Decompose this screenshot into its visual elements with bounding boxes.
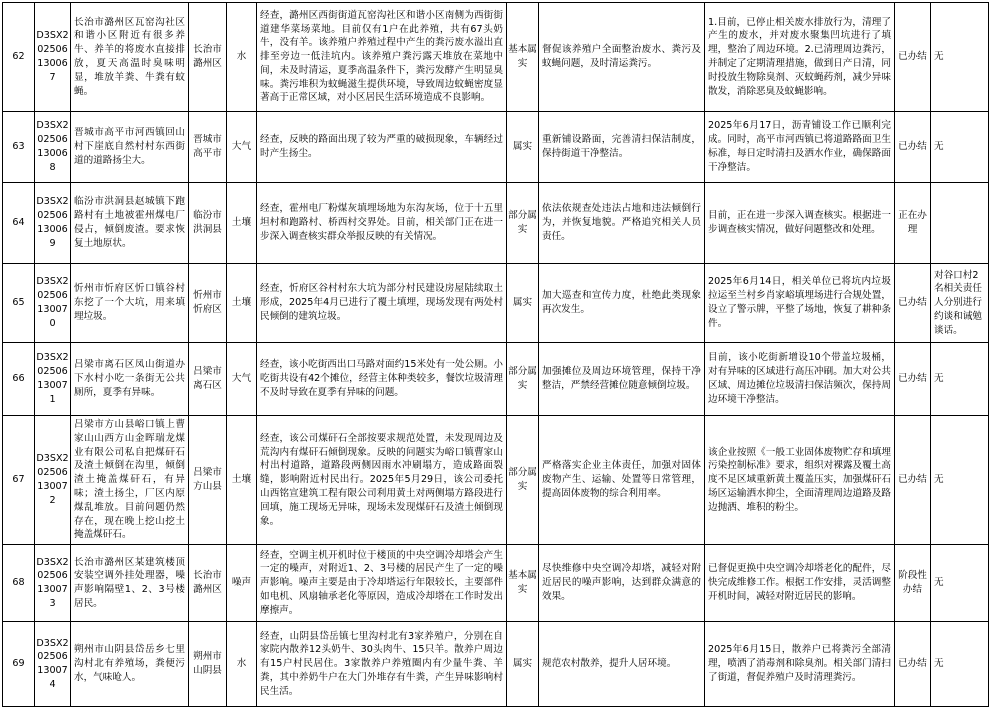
complaint-description: 吕梁市离石区凤山街道办下水村小吃一条街无公共厕所，夏季有异味。: [71, 343, 189, 416]
accountability: 无: [931, 622, 989, 707]
case-code: D3SX202506130067: [35, 3, 71, 112]
row-number: 62: [3, 3, 35, 112]
pollution-type: 水: [227, 3, 257, 112]
accountability: 无: [931, 112, 989, 183]
investigation-finding: 经查，空调主机开机时位于楼顶的中央空调冷却塔会产生一定的噪声，对附近1、2、3号楼的居民产生了一定的噪声影响。噪声主要是由于冷却塔运行年限较长，主要部件如电机、风扇轴承老化等原因，造成冷却塔在工作时发出摩擦声。: [257, 545, 507, 622]
row-number: 66: [3, 343, 35, 416]
pollution-type: 水: [227, 622, 257, 707]
case-code: D3SX202506130073: [35, 545, 71, 622]
verdict: 基本属实: [507, 3, 539, 112]
complaint-description: 吕梁市方山县峪口镇上曹家山山西方山金晖瑞龙煤业有限公司私自把煤矸石及渣土倾倒在沟里，倾倒渣土掩盖煤矸石，有异味；渣土扬尘，厂区内原煤乱堆放。目前问题仍然存在，现在晚上挖山挖土掩盖煤矸石。: [71, 416, 189, 545]
table-row: [3, 545, 989, 622]
handling-requirement: 规范农村散养，提升人居环境。: [539, 622, 705, 707]
status: 已办结: [895, 416, 931, 545]
status: 阶段性办结: [895, 545, 931, 622]
table-row: [3, 264, 989, 343]
region: 忻州市忻府区: [189, 264, 227, 343]
investigation-finding: 经查，该公司煤矸石全部按要求规范处置，未发现周边及荒沟内有煤矸石倾倒现象。反映的问题实为峪口镇曹家山村出村道路，道路段两侧因雨水冲刷塌方，造成路面裂缝，影响附近村民出行。2025年5月29日，该公司委托山西铭宣建筑工程有限公司利用黄土对两侧塌方路段进行回填，施工现场无异味，现场未发现煤矸石及渣土倾倒现象。: [257, 416, 507, 545]
handling-result: 该企业按照《一般工业固体废物贮存和填埋污染控制标准》要求，组织对裸露及覆土高度不足区域重新黄土覆盖压实，加强煤矸石场区运输洒水抑尘，全面清理周边道路及路边抛洒、堆积的粉尘。: [705, 416, 895, 545]
table-row: [3, 622, 989, 707]
verdict: 基本属实: [507, 545, 539, 622]
verdict: 部分属实: [507, 183, 539, 264]
accountability: 无: [931, 343, 989, 416]
handling-requirement: 重新铺设路面，完善清扫保洁制度，保持街道干净整洁。: [539, 112, 705, 183]
complaint-description: 临汾市洪洞县赵城镇下跑路村有土地被霍州煤电厂侵占，倾倒废渣。要求恢复土地原状。: [71, 183, 189, 264]
handling-requirement: 依法依规查处违法占地和违法倾倒行为，并恢复地貌。严格追究相关人员责任。: [539, 183, 705, 264]
region: 长治市潞州区: [189, 3, 227, 112]
handling-requirement: 严格落实企业主体责任，加强对固体废物产生、运输、处置等日常管理，提高固体废物的综合利用率。: [539, 416, 705, 545]
complaint-description: 长治市潞州区瓦窑沟社区和谐小区附近有很多养牛、养羊的将废水直接排放，夏天高温时臭味明显，堆放羊粪、牛粪有蚊蝇。: [71, 3, 189, 112]
complaint-table: [2, 2, 989, 707]
row-number: 65: [3, 264, 35, 343]
table-row: [3, 3, 989, 112]
table-row: [3, 112, 989, 183]
table-row: [3, 416, 989, 545]
handling-result: 已督促更换中央空调冷却塔老化的配件，尽快完成维修工作。根据工作安排，灵活调整开机时间，减轻对附近居民的影响。: [705, 545, 895, 622]
status: 已办结: [895, 3, 931, 112]
pollution-type: 大气: [227, 112, 257, 183]
complaint-table-page: [2, 2, 988, 707]
table-body: [3, 3, 989, 707]
accountability: [931, 183, 989, 264]
handling-requirement: 尽快维修中央空调冷却塔，减轻对附近居民的噪声影响，达到群众满意的效果。: [539, 545, 705, 622]
pollution-type: 土壤: [227, 183, 257, 264]
investigation-finding: 经查，山阴县岱岳镇七里沟村北有3家养殖户，分别在自家院内散养12头奶牛、30头肉牛、15只羊。散养户周边有15户村民居住。3家散养户养殖圈内有少量牛粪、羊粪，其中养奶牛户在大门外堆存有牛粪，产生异味影响村民生活。: [257, 622, 507, 707]
handling-result: 1.目前，已停止相关废水排放行为，清理了产生的废水，并对废水聚集凹坑进行了填埋，整治了周边环境。2.已清理周边粪污，并制定了定期清理措施，做到日产日清，同时投放生物除臭剂、灭蚊蝇药剂，减少异味散发，消除恶臭及蚊蝇影响。: [705, 3, 895, 112]
case-code: D3SX202506130068: [35, 112, 71, 183]
row-number: 69: [3, 622, 35, 707]
row-number: 67: [3, 416, 35, 545]
status: 已办结: [895, 264, 931, 343]
region: 吕梁市离石区: [189, 343, 227, 416]
complaint-description: 长治市潞州区某建筑楼顶安装空调外挂处理器，噪声影响隔壁1、2、3号楼居民。: [71, 545, 189, 622]
pollution-type: 大气: [227, 343, 257, 416]
region: 临汾市洪洞县: [189, 183, 227, 264]
case-code: D3SX202506130069: [35, 183, 71, 264]
status: 已办结: [895, 112, 931, 183]
accountability: 无: [931, 416, 989, 545]
handling-result: 2025年6月14日，相关单位已将坑内垃圾拉运至兰村乡肖家峪填埋场进行合规处置，设立了警示牌，平整了场地，恢复了耕种条件。: [705, 264, 895, 343]
investigation-finding: 经查，潞州区西街街道瓦窑沟社区和谐小区南侧为西街街道建华菜场菜地。目前仅有1户在此养殖，共有67头奶牛，没有羊。该养殖户养殖过程中产生的粪污废水溢出直排至旁边一低洼坑内。该养殖户粪污露天堆放在菜地中间，未及时清运，夏季高温条件下，粪污发酵产生明显臭味。粪污堆积为蚊蝇滋生提供环境，导致周边蚊蝇密度显著高于正常区域，对小区居民生活环境造成不良影响。: [257, 3, 507, 112]
status: 已办结: [895, 343, 931, 416]
investigation-finding: 经查，忻府区谷村村东大坑为部分村民建设房屋陆续取土形成，2025年4月已进行了覆土填埋，现场发现有两处村民倾倒的建筑垃圾。: [257, 264, 507, 343]
handling-result: 2025年6月17日，沥青铺设工作已顺利完成。同时，高平市河西镇已将道路路面卫生标准，每日定时清扫及洒水作业，确保路面干净整洁。: [705, 112, 895, 183]
handling-result: 目前，正在进一步深入调查核实。根据进一步调查核实情况，做好问题整改和处理。: [705, 183, 895, 264]
row-number: 63: [3, 112, 35, 183]
status: 已办结: [895, 622, 931, 707]
handling-result: 目前，该小吃街新增设10个带盖垃圾桶，对有异味的区域进行高压冲刷。加大对公共区域、周边摊位垃圾清扫保洁频次，保持周边环境干净整洁。: [705, 343, 895, 416]
row-number: 68: [3, 545, 35, 622]
pollution-type: 土壤: [227, 264, 257, 343]
row-number: 64: [3, 183, 35, 264]
region: 朔州市山阴县: [189, 622, 227, 707]
handling-requirement: 加强摊位及周边环境管理，保持干净整洁，严禁经营摊位随意倾倒垃圾。: [539, 343, 705, 416]
case-code: D3SX202506130070: [35, 264, 71, 343]
verdict: 部分属实: [507, 416, 539, 545]
complaint-description: 朔州市山阴县岱岳乡七里沟村北有养殖场，粪便污水，气味呛人。: [71, 622, 189, 707]
verdict: 属实: [507, 264, 539, 343]
complaint-description: 忻州市忻府区忻口镇谷村东挖了一个大坑，用来填埋垃圾。: [71, 264, 189, 343]
handling-requirement: 督促该养殖户全面整治废水、粪污及蚊蝇问题，及时清运粪污。: [539, 3, 705, 112]
case-code: D3SX202506130074: [35, 622, 71, 707]
complaint-description: 晋城市高平市河西镇回山村下崖底自然村村东西街道的道路扬尘大。: [71, 112, 189, 183]
table-row: [3, 183, 989, 264]
investigation-finding: 经查，该小吃街西出口马路对面约15米处有一处公厕。小吃街共设有42个摊位，经营主体种类较多，餐饮垃圾清理不及时导致在夏季有异味的问题。: [257, 343, 507, 416]
pollution-type: 噪声: [227, 545, 257, 622]
region: 吕梁市方山县: [189, 416, 227, 545]
region: 晋城市高平市: [189, 112, 227, 183]
case-code: D3SX202506130071: [35, 343, 71, 416]
verdict: 属实: [507, 112, 539, 183]
verdict: 属实: [507, 622, 539, 707]
case-code: D3SX202506130072: [35, 416, 71, 545]
handling-requirement: 加大巡查和宣传力度，杜绝此类现象再次发生。: [539, 264, 705, 343]
region: 长治市潞州区: [189, 545, 227, 622]
investigation-finding: 经查，反映的路面出现了较为严重的破损现象，车辆经过时产生扬尘。: [257, 112, 507, 183]
accountability: 无: [931, 545, 989, 622]
accountability: 对谷口村2名相关责任人分别进行约谈和诫勉谈话。: [931, 264, 989, 343]
status: 正在办理: [895, 183, 931, 264]
investigation-finding: 经查，霍州电厂粉煤灰填埋场地为东沟灰场，位于十五里坦村和跑路村、桥西村交界处。目前，相关部门正在进一步深入调查核实群众举报反映的有关情况。: [257, 183, 507, 264]
accountability: 无: [931, 3, 989, 112]
verdict: 部分属实: [507, 343, 539, 416]
pollution-type: 土壤: [227, 416, 257, 545]
table-row: [3, 343, 989, 416]
handling-result: 2025年6月15日，散养户已将粪污全部清理，喷洒了消毒剂和除臭剂。相关部门清扫了街道，督促养殖户及时清理粪污。: [705, 622, 895, 707]
